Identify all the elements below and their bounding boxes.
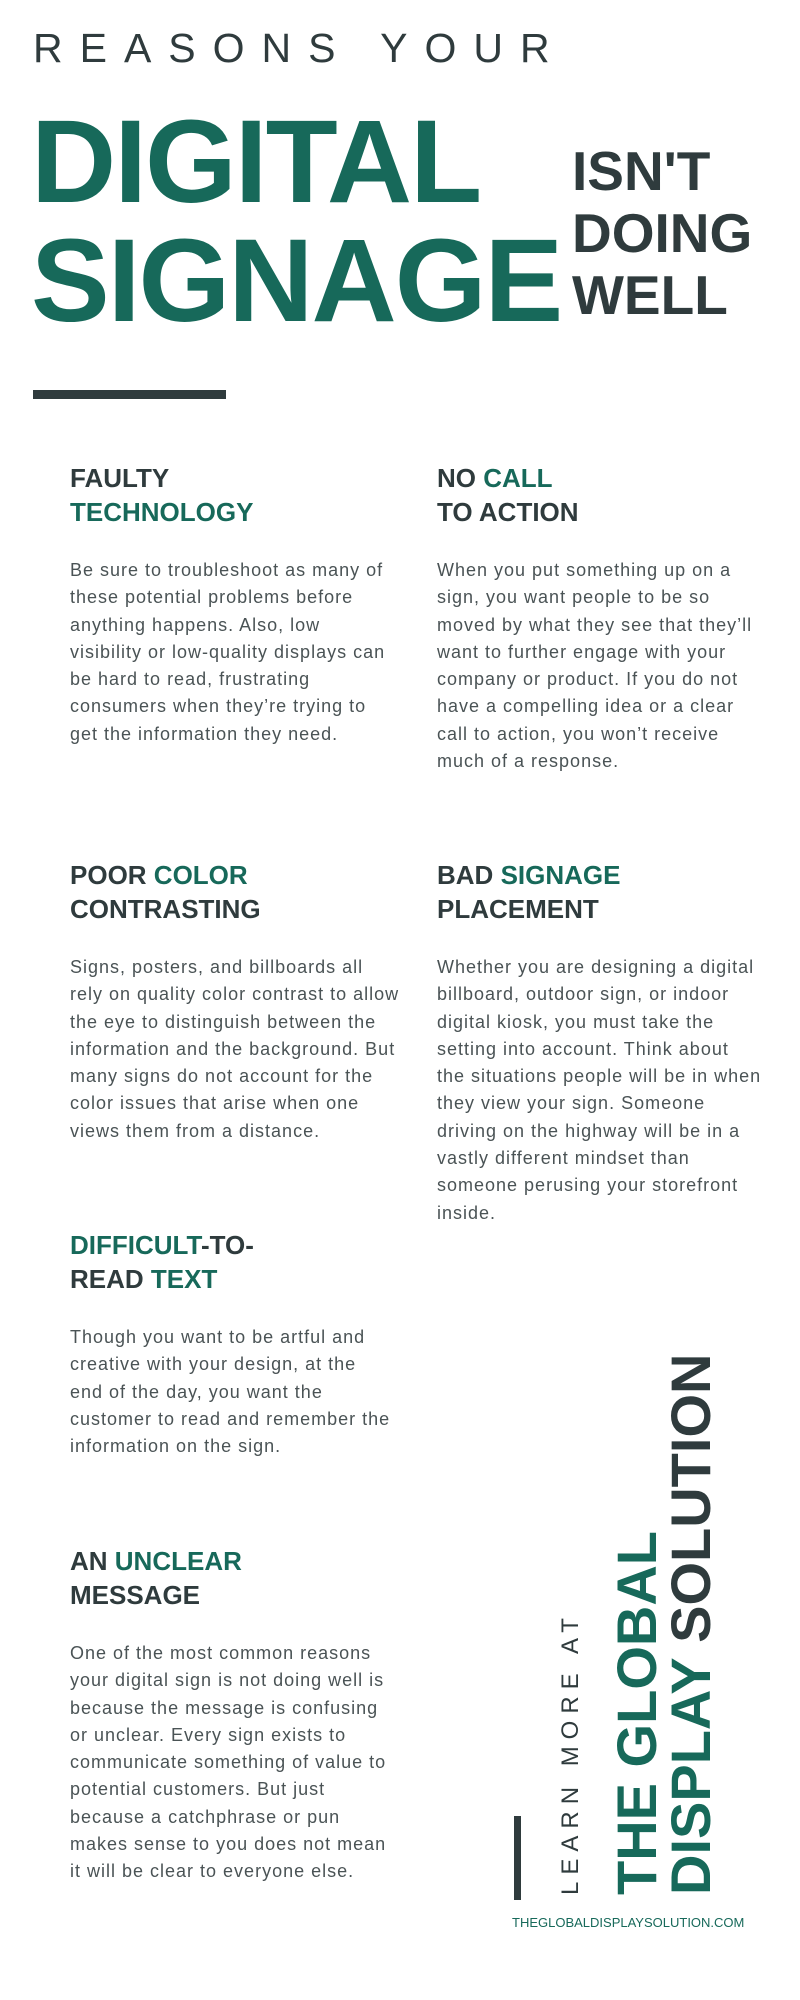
brand-solution: SOLUTION: [659, 1353, 722, 1659]
section-faulty-technology: [70, 461, 395, 748]
section-difficult-to-read-text: [70, 1228, 395, 1460]
brand-name-line2: [659, 1353, 722, 1895]
title-signage: SIGNAGE: [31, 215, 562, 347]
heading-plain: FAULTY: [70, 463, 170, 493]
heading-plain: -TO-: [200, 1230, 254, 1260]
heading-highlight: CALL: [483, 463, 553, 493]
heading-plain: NO: [437, 463, 484, 493]
section-heading: [437, 461, 762, 529]
section-no-call-to-action: [437, 461, 762, 775]
side-title-line: ISN'T: [572, 140, 711, 202]
section-body: Be sure to troubleshoot as many of these potential problems before anything happens. Also, low visibility or low-quality displays can be hard to read, frustrating consumers when they’re trying to get the information they need.: [70, 560, 386, 744]
website-link[interactable]: THEGLOBALDISPLAYSOLUTION.COM: [512, 1915, 745, 1930]
section-heading: [70, 461, 395, 529]
side-title: [572, 140, 752, 326]
section-bad-signage-placement: [437, 858, 762, 1227]
section-heading: [437, 858, 762, 926]
cta-rotated-block: [551, 1320, 721, 1895]
heading-highlight: UNCLEAR: [114, 1546, 242, 1576]
section-body: Whether you are designing a digital billboard, outdoor sign, or indoor digital kiosk, you must take the setting into account. Think about the situations people will be in when they view your sign. Someone driving on the highway will be in a vastly different mindset than someone perusing your storefront inside.: [437, 957, 762, 1223]
side-title-line: DOING: [572, 202, 753, 264]
section-body: One of the most common reasons your digital sign is not doing well is because the message is confusing or unclear. Every sign exists to communicate something of value to potential customers. But just because a catchphrase or pun makes sense to you does not mean it will be clear to everyone else.: [70, 1643, 387, 1882]
section-body: Though you want to be artful and creative with your design, at the end of the day, you want the customer to read and remember the information on the sign.: [70, 1327, 391, 1457]
heading-plain: AN: [70, 1546, 115, 1576]
section-heading: [70, 1544, 395, 1612]
side-title-line: WELL: [572, 264, 728, 326]
title-digital: DIGITAL: [31, 96, 481, 228]
heading-plain: CONTRASTING: [70, 894, 261, 924]
divider-rule: [33, 390, 226, 399]
heading-plain: READ: [70, 1264, 151, 1294]
heading-plain: MESSAGE: [70, 1580, 201, 1610]
kicker-text: REASONS YOUR: [33, 25, 567, 71]
brand-display: DISPLAY: [659, 1658, 722, 1895]
section-body: When you put something up on a sign, you want people to be so moved by what they see that they’ll want to further engage with your company or product. If you do not have a compelling idea or a clear call to action, you won’t receive much of a response.: [437, 560, 753, 772]
section-unclear-message: [70, 1544, 395, 1886]
section-heading: [70, 1228, 395, 1296]
brand-name-line1: THE GLOBAL: [605, 1531, 668, 1895]
heading-plain: TO ACTION: [437, 497, 579, 527]
heading-plain: PLACEMENT: [437, 894, 599, 924]
heading-highlight: TEXT: [150, 1264, 218, 1294]
cta-accent-bar: [514, 1816, 521, 1900]
section-body: Signs, posters, and billboards all rely on quality color contrast to allow the eye to distinguish between the information and the background. But many signs do not account for the color issues that arise when one views them from a distance.: [70, 957, 400, 1141]
learn-more-label: LEARN MORE AT: [557, 1611, 584, 1895]
section-poor-color-contrasting: [70, 858, 400, 1145]
heading-highlight: SIGNAGE: [500, 860, 621, 890]
heading-plain: POOR: [70, 860, 154, 890]
heading-plain: BAD: [437, 860, 501, 890]
heading-highlight: COLOR: [153, 860, 248, 890]
section-heading: [70, 858, 400, 926]
heading-highlight: DIFFICULT: [70, 1230, 201, 1260]
heading-highlight: TECHNOLOGY: [70, 497, 254, 527]
